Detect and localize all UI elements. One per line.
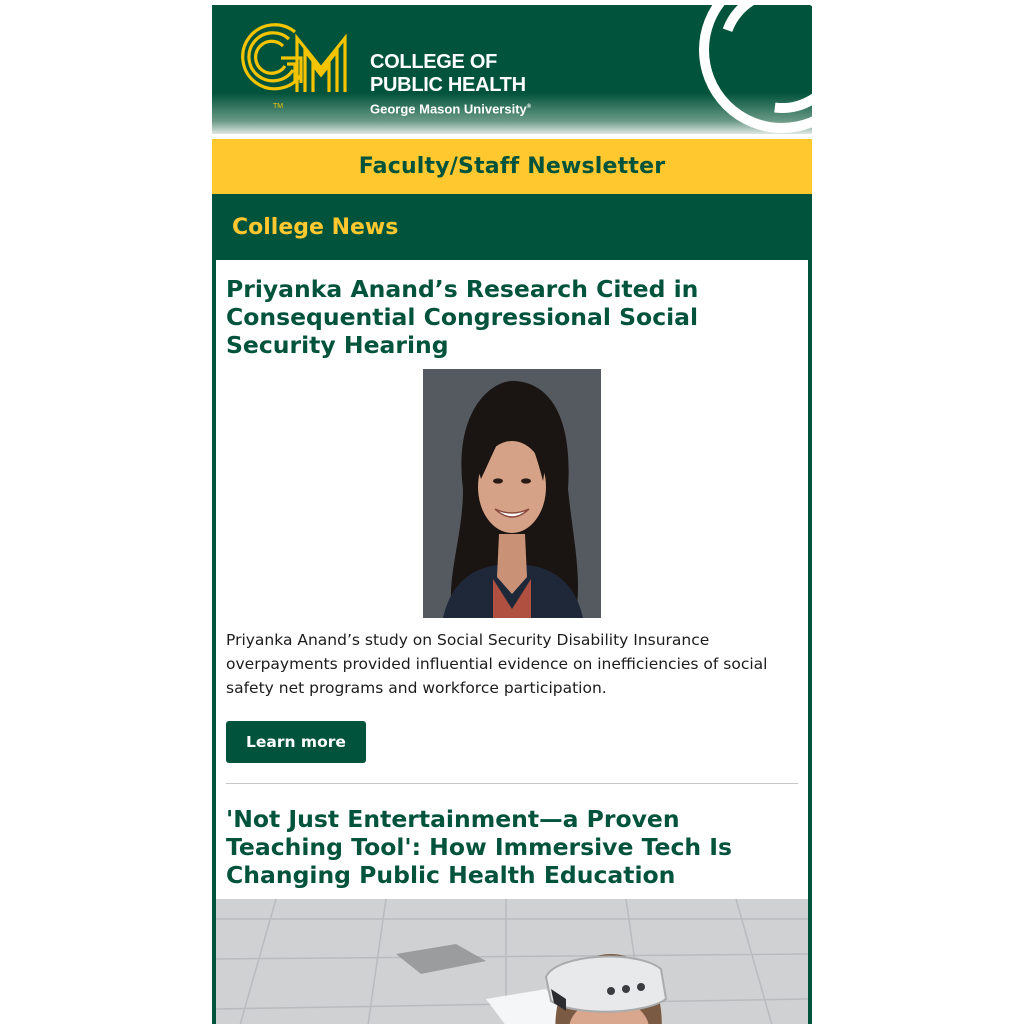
decorative-rings-icon — [692, 5, 812, 134]
article-title[interactable]: 'Not Just Entertainment—a Proven Teaching Tool': How Immersive Tech Is Changing Public Health Education — [226, 805, 733, 889]
article — [226, 260, 798, 784]
section-header — [212, 194, 812, 260]
article-summary: Priyanka Anand’s study on Social Security Disability Insurance overpayments provided influential evidence on inefficiencies of social safety net programs and workforce participation. — [226, 631, 768, 697]
header-banner — [212, 5, 812, 134]
gm-logo-icon — [241, 23, 361, 103]
trademark-mark: TM — [273, 103, 284, 110]
newsletter-title: Faculty/Staff Newsletter — [358, 154, 666, 179]
content-column — [212, 260, 812, 1024]
logo-university-name: George Mason University — [370, 101, 527, 117]
newsletter-email — [212, 5, 812, 1024]
article-image-wrap — [226, 369, 798, 618]
logo-wordmark — [370, 51, 531, 118]
learn-more-button[interactable]: Learn more — [226, 721, 366, 763]
article-title[interactable]: Priyanka Anand’s Research Cited in Consequential Congressional Social Security Hearing — [226, 275, 699, 359]
registered-mark: ® — [526, 104, 532, 110]
section-title: College News — [232, 214, 399, 240]
newsletter-title-bar — [212, 139, 812, 194]
logo-line-university — [370, 98, 531, 118]
logo-line-college: COLLEGE OF — [370, 51, 498, 73]
vr-classroom-photo[interactable] — [216, 899, 808, 1024]
logo-line-public-health: PUBLIC HEALTH — [370, 74, 526, 96]
portrait-photo[interactable] — [423, 369, 601, 618]
article — [226, 784, 798, 1024]
